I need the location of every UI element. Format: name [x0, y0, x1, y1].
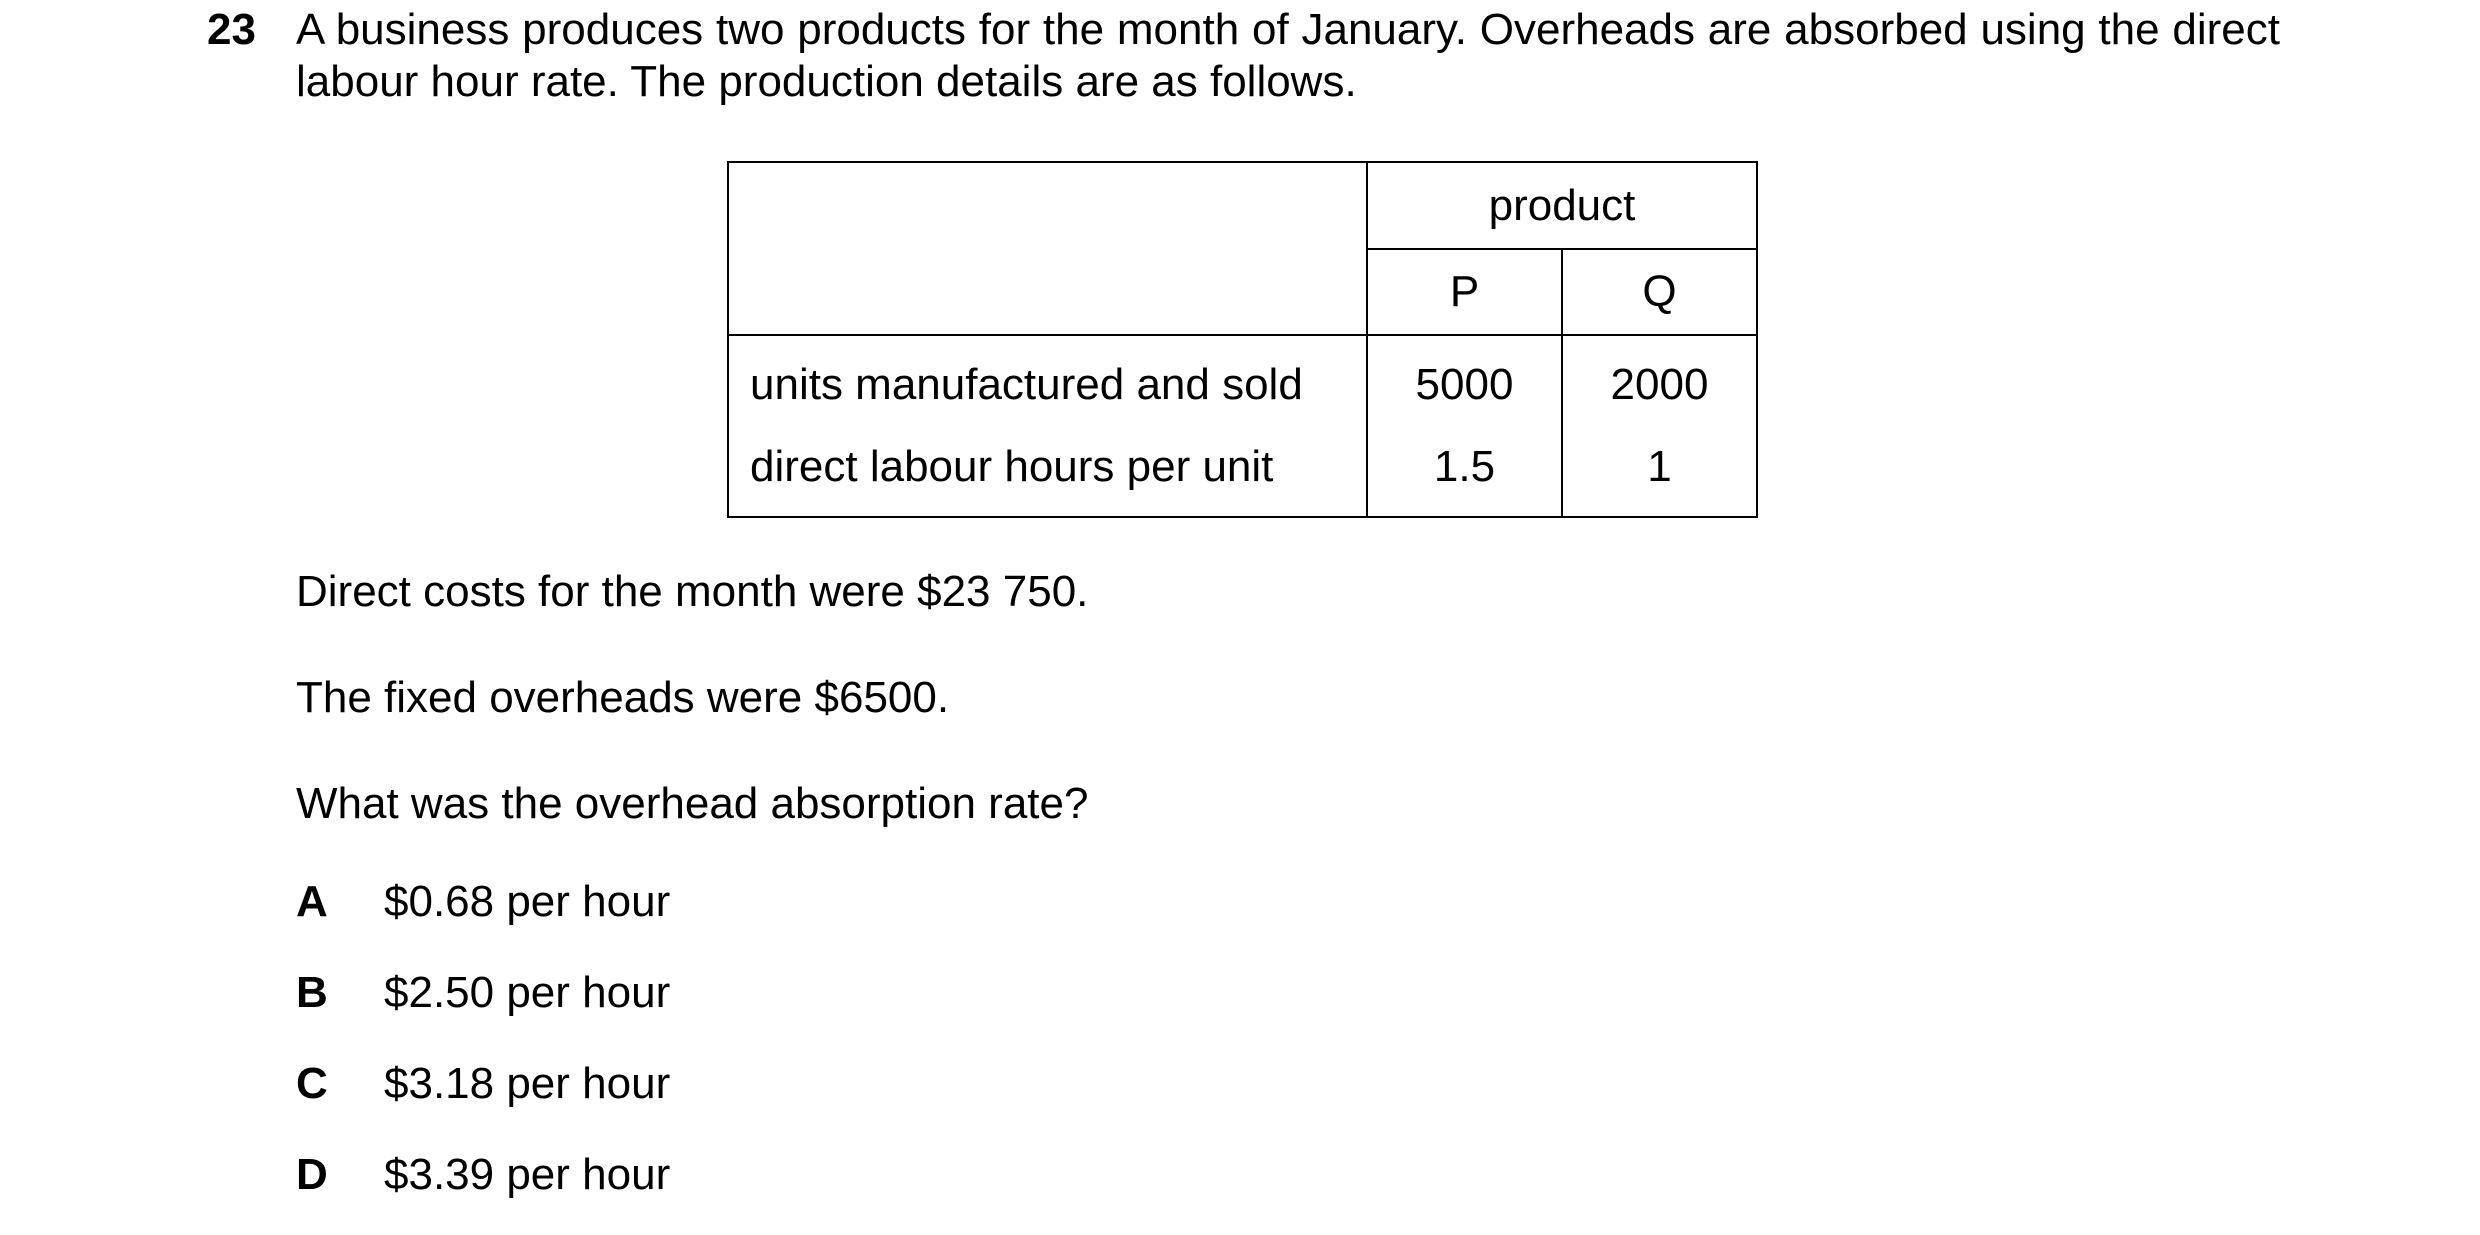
table-row	[728, 426, 1757, 517]
question-stem: A business produces two products for the month of January. Overheads are absorbed using the direct labour hour rate. The production details are as follows.	[296, 5, 2280, 106]
option-d-letter: D	[296, 1150, 328, 1199]
cell-units-q: 2000	[1562, 335, 1757, 426]
table-row	[728, 335, 1757, 426]
option-d-text[interactable]: $3.39 per hour	[384, 1150, 671, 1199]
option-c-text[interactable]: $3.18 per hour	[384, 1059, 671, 1108]
row-label-units: units manufactured and sold	[728, 335, 1367, 426]
direct-costs-statement: Direct costs for the month were $23 750.	[296, 567, 1089, 616]
fixed-overheads-statement: The fixed overheads were $6500.	[296, 673, 950, 722]
cell-hours-q: 1	[1562, 426, 1757, 517]
column-header-q: Q	[1562, 249, 1757, 335]
production-details-table	[727, 161, 1758, 518]
option-c-letter: C	[296, 1059, 328, 1108]
table-header-row	[728, 162, 1757, 249]
product-group-header: product	[1367, 162, 1757, 249]
question-number: 23	[207, 5, 256, 54]
cell-hours-p: 1.5	[1367, 426, 1562, 517]
option-b-letter: B	[296, 968, 328, 1017]
row-label-hours: direct labour hours per unit	[728, 426, 1367, 517]
option-a-letter: A	[296, 877, 328, 926]
option-b-text[interactable]: $2.50 per hour	[384, 968, 671, 1017]
column-header-p: P	[1367, 249, 1562, 335]
question-prompt: What was the overhead absorption rate?	[296, 779, 1089, 828]
cell-units-p: 5000	[1367, 335, 1562, 426]
table-corner-cell	[728, 162, 1367, 335]
option-a-text[interactable]: $0.68 per hour	[384, 877, 671, 926]
